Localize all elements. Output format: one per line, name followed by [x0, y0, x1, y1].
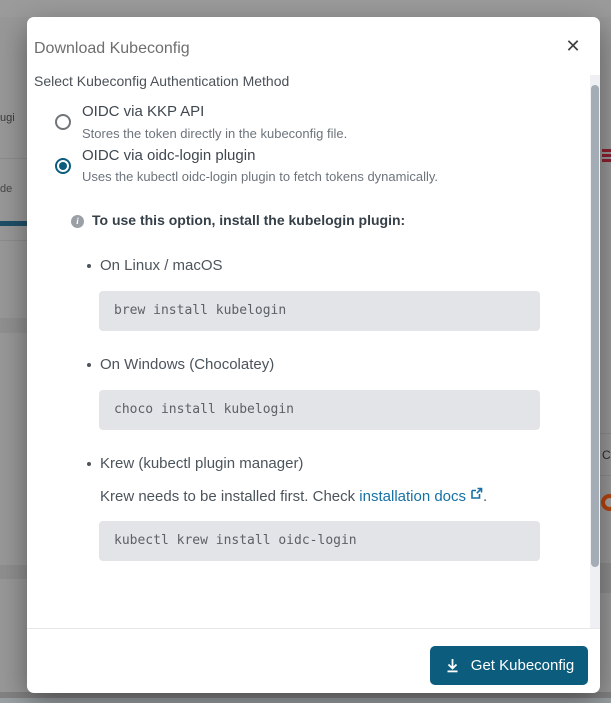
code-command: choco install kubelogin: [114, 402, 295, 417]
backdrop-divider: [0, 240, 27, 241]
backdrop-text-fragment-right: C: [602, 448, 611, 462]
backdrop-divider: [600, 475, 611, 476]
backdrop-status-icon-fragment: [601, 494, 611, 511]
dialog-title: Download Kubeconfig: [34, 40, 190, 57]
code-command: kubectl krew install oidc-login: [114, 533, 357, 548]
step-label-linux-macos: On Linux / macOS: [100, 257, 223, 274]
backdrop-divider: [0, 158, 27, 159]
backdrop-red-icon-fragment: [602, 154, 611, 157]
backdrop-divider: [600, 433, 611, 434]
close-icon[interactable]: ✕: [565, 36, 581, 56]
bullet-dot: [87, 264, 91, 268]
backdrop-red-icon-fragment: [602, 149, 611, 152]
krew-note: [100, 487, 487, 505]
info-icon: i: [71, 215, 84, 228]
radio-description-oidc-login-plugin: Uses the kubectl oidc-login plugin to fetch tokens dynamically.: [82, 169, 439, 184]
external-link-icon: [470, 487, 483, 504]
backdrop-active-tab-underline: [0, 221, 27, 226]
krew-note-suffix: .: [483, 488, 488, 505]
backdrop-red-icon-fragment: [602, 159, 611, 162]
radio-label-oidc-kkp-api[interactable]: OIDC via KKP API: [82, 103, 205, 120]
dialog-footer: [27, 628, 600, 693]
code-block-choco-install: [99, 390, 540, 430]
download-icon: [444, 657, 461, 674]
installation-docs-link[interactable]: installation docs: [359, 488, 483, 505]
bullet-dot: [87, 462, 91, 466]
step-label-windows: On Windows (Chocolatey): [100, 356, 275, 373]
step-label-krew: Krew (kubectl plugin manager): [100, 455, 304, 472]
code-block-krew-install: [99, 521, 540, 561]
backdrop-band: [0, 565, 27, 579]
dialog-subtitle: Select Kubeconfig Authentication Method: [34, 73, 290, 89]
bullet-dot: [87, 363, 91, 367]
backdrop-band: [600, 563, 611, 593]
radio-oidc-kkp-api[interactable]: [55, 114, 71, 130]
dialog-scrollbar-thumb[interactable]: [591, 85, 599, 567]
krew-note-prefix: Krew needs to be installed first. Check: [100, 488, 360, 505]
backdrop-top-strip: [0, 0, 611, 17]
backdrop-bottom-band: [0, 698, 611, 703]
radio-description-oidc-kkp-api: Stores the token directly in the kubeconfig file.: [82, 126, 348, 141]
backdrop-table-header-band: [0, 318, 27, 333]
get-kubeconfig-label: Get Kubeconfig: [470, 657, 575, 674]
code-command: brew install kubelogin: [114, 303, 287, 318]
backdrop-text-fragment-left-2: de: [0, 183, 13, 195]
get-kubeconfig-button[interactable]: [430, 646, 588, 685]
code-block-brew-install: [99, 291, 540, 331]
install-note-heading: To use this option, install the kubelogin plugin:: [92, 212, 406, 228]
radio-label-oidc-login-plugin[interactable]: OIDC via oidc-login plugin: [82, 147, 256, 164]
radio-oidc-login-plugin[interactable]: [55, 158, 71, 174]
download-kubeconfig-dialog: [27, 17, 600, 692]
backdrop-text-fragment-left-1: ugi: [0, 112, 15, 124]
